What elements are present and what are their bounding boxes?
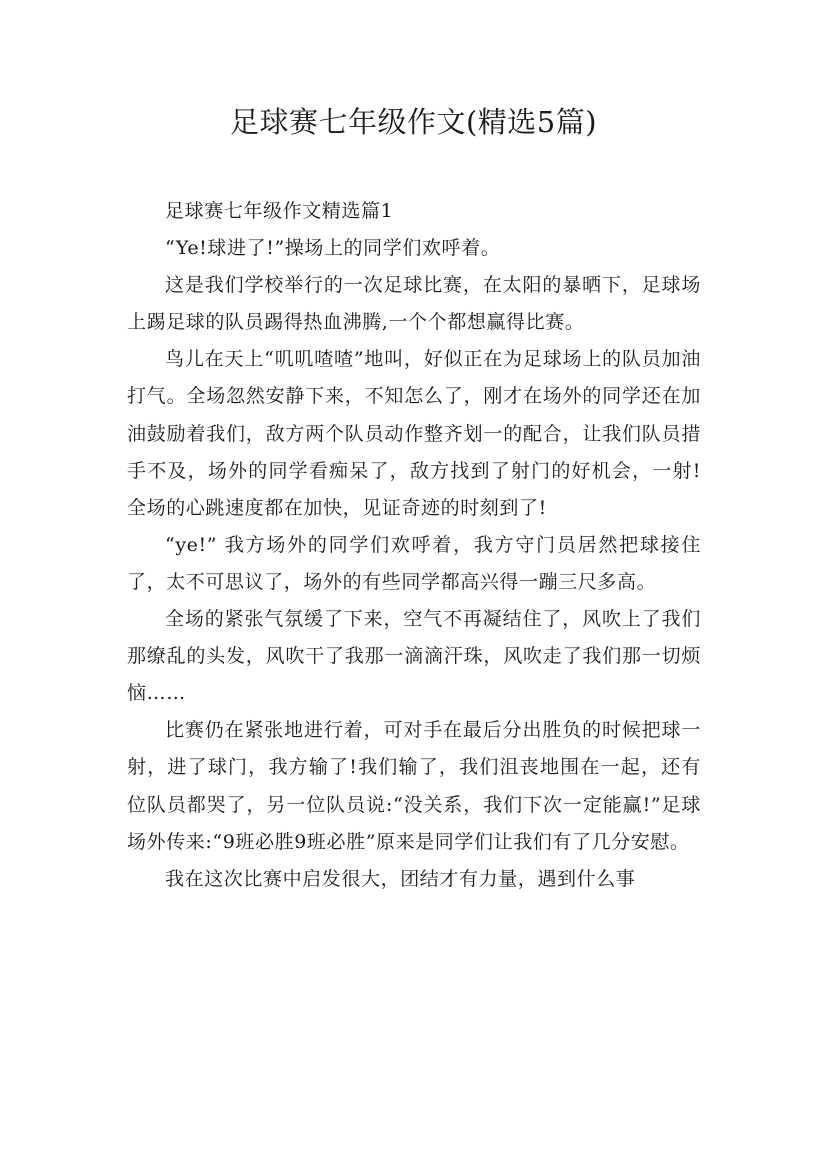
section-heading: 足球赛七年级作文精选篇1 [165,200,394,222]
paragraph: 我在这次比赛中启发很大，团结才有力量，遇到什么事 [165,867,636,890]
document-body [127,193,701,898]
paragraph: 比赛仍在紧张地进行着，可对手在最后分出胜负的时候把球一射，进了球门，我方输了!我们输了，我们沮丧地围在一起，还有位队员都哭了，另一位队员说:“没关系，我们下次一定能赢!”足球场外传来:“9班必胜9班必胜”原来是同学们让我们有了几分安慰。 [127,719,701,853]
paragraph: 全场的紧张气氛缓了下来，空气不再凝结住了，风吹上了我们那缭乱的头发，风吹干了我那一滴滴汗珠，风吹走了我们那一切烦恼…… [127,608,701,705]
paragraph: “Ye!球进了!”操场上的同学们欢呼着。 [165,237,501,260]
paragraph: 这是我们学校举行的一次足球比赛，在太阳的暴晒下，足球场上踢足球的队员踢得热血沸腾,一个个都想赢得比赛。 [127,274,701,334]
paragraph: 鸟儿在天上“叽叽喳喳”地叫，好似正在为足球场上的队员加油打气。全场忽然安静下来，不知怎么了，刚才在场外的同学还在加油鼓励着我们，敌方两个队员动作整齐划一的配合，让我们队员措手不及，场外的同学看痴呆了，敌方找到了射门的好机会，一射!全场的心跳速度都在加快，见证奇迹的时刻到了! [127,348,701,519]
document-title: 足球赛七年级作文(精选5篇) [229,105,598,139]
paragraph: “ye!” 我方场外的同学们欢呼着，我方守门员居然把球接住了，太不可思议了，场外的有些同学都高兴得一蹦三尺多高。 [127,533,701,593]
